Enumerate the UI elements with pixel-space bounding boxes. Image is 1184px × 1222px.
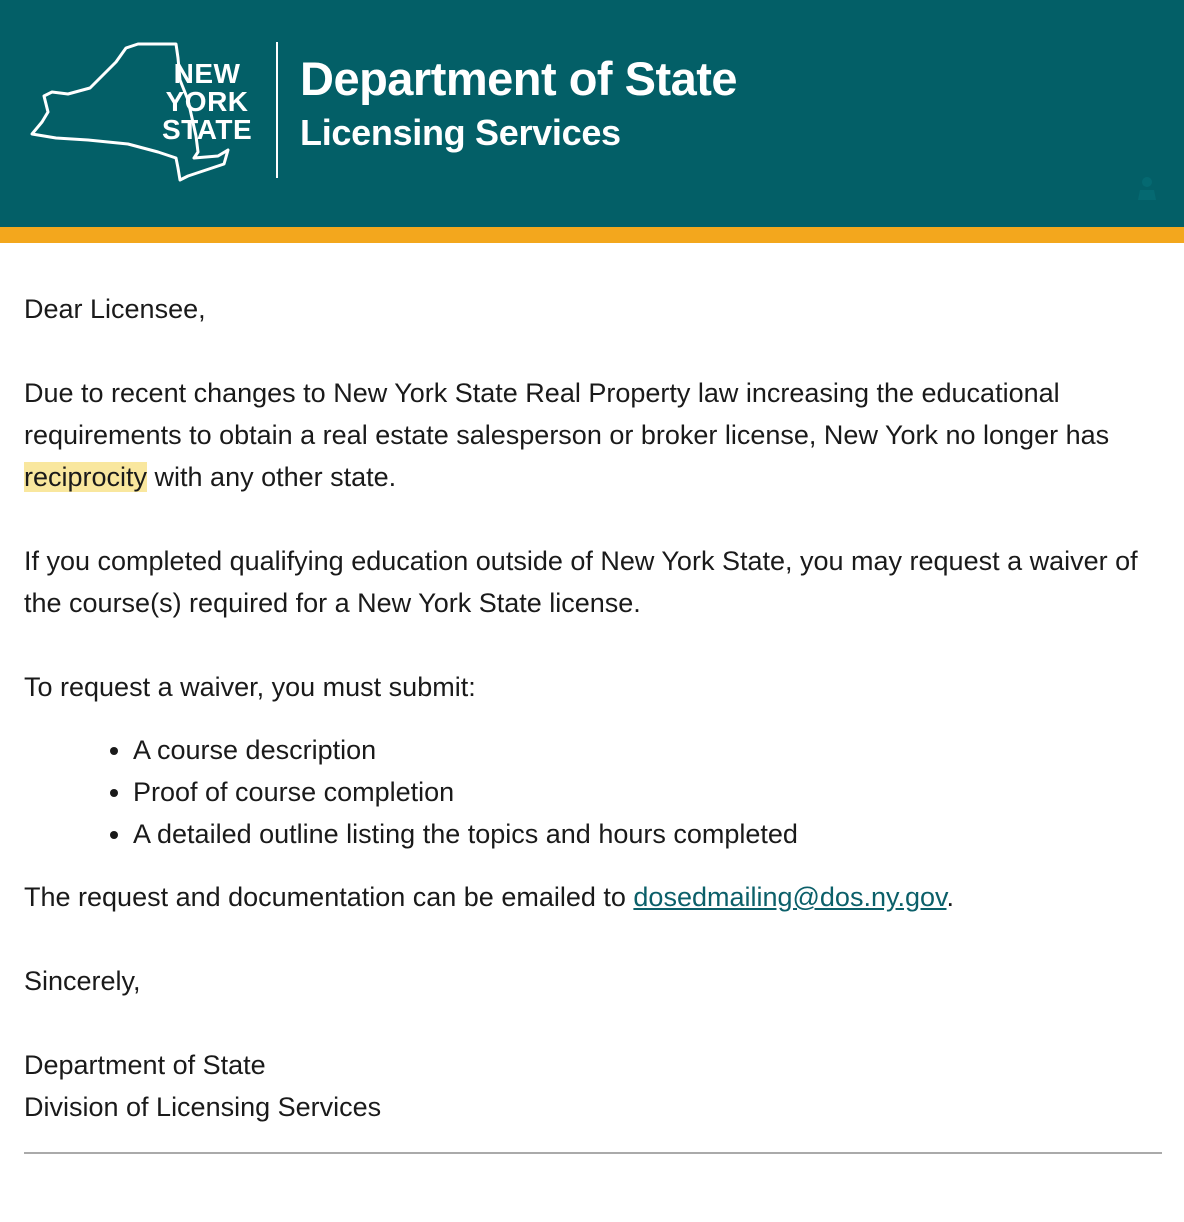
email-body	[0, 288, 1184, 1128]
highlighted-term: reciprocity	[24, 462, 148, 492]
person-icon	[1136, 176, 1158, 200]
logo-line-york: YORK	[165, 86, 249, 117]
email-instructions-text: The request and documentation can be emailed to	[24, 882, 634, 912]
list-item: • Proof of course completion	[133, 771, 1160, 813]
footer-divider	[24, 1152, 1162, 1154]
email-instructions-period: .	[946, 882, 955, 912]
department-subtitle: Licensing Services	[300, 112, 621, 153]
paragraph-reciprocity-end: with any other state.	[147, 462, 397, 492]
department-title: Department of State	[300, 52, 738, 105]
paragraph-email-instructions	[24, 876, 1160, 918]
logo-line-state: STATE	[162, 114, 253, 145]
paragraph-reciprocity-start: Due to recent changes to New York State Real Property law increasing the educational requirements to obtain a real estate salesperson or broker license, New York no longer has	[24, 378, 1110, 450]
paragraph-waiver-info: If you completed qualifying education outside of New York State, you may request a waiver of the course(s) required for a New York State license.	[24, 546, 1138, 618]
paragraph-waiver-request: To request a waiver, you must submit:	[24, 672, 476, 702]
requirements-list	[24, 729, 1160, 855]
signature	[24, 1044, 1160, 1128]
paragraph-reciprocity	[24, 372, 1160, 498]
signature-line-department: Department of State	[24, 1050, 266, 1080]
greeting: Dear Licensee,	[24, 294, 206, 324]
closing: Sincerely,	[24, 966, 141, 996]
email-link[interactable]: dosedmailing@dos.ny.gov	[633, 882, 947, 912]
list-item: • A detailed outline listing the topics and hours completed	[133, 813, 1160, 855]
header-accent-stripe	[0, 227, 1184, 243]
list-item: • A course description	[133, 729, 1160, 771]
nys-logo-text	[162, 60, 252, 144]
logo-line-new: NEW	[173, 58, 241, 89]
email-header-banner	[0, 0, 1184, 227]
signature-line-division: Division of Licensing Services	[24, 1092, 382, 1122]
logo-divider	[276, 42, 278, 178]
